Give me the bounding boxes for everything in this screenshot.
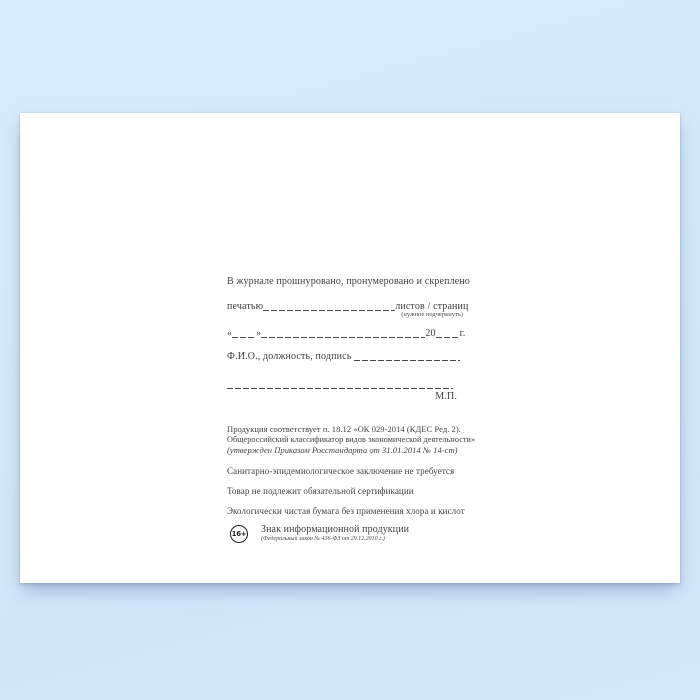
year-prefix-label: 20 xyxy=(425,328,436,339)
compliance-line-3: (утвержден Приказом Росстандарта от 31.01.2014 № 14-ст) xyxy=(227,445,458,456)
compliance-line-2: Общероссийский классификатор видов экономической деятельности» xyxy=(227,434,476,444)
separator-rule-line xyxy=(227,377,453,390)
date-day-fill-line xyxy=(232,328,256,338)
separator-fill-line xyxy=(227,379,453,389)
age-mark-text xyxy=(261,524,409,542)
underline-note: (нужное подчеркнуть) xyxy=(401,311,463,318)
age-mark-label: Знак информационной продукции xyxy=(261,524,410,535)
compliance-block xyxy=(227,424,475,456)
binding-statement: В журнале прошнуровано, пронумеровано и скреплено xyxy=(227,276,470,287)
date-year-fill-line xyxy=(436,328,460,338)
date-quote-open: « xyxy=(227,328,233,339)
age-mark-row xyxy=(227,524,409,543)
statement-certification: Товар не подлежит обязательной сертификации xyxy=(227,486,414,496)
age-16-plus-icon: 16+ xyxy=(230,525,248,543)
age-mark-law-note: (Федеральный закон № 436-ФЗ от 29.12.2010 г.) xyxy=(261,536,385,542)
paper-sheet xyxy=(20,113,680,583)
signature-line xyxy=(227,349,460,362)
date-line xyxy=(227,326,465,339)
statement-sanitary: Санитарно-эпидемиологическое заключение не требуется xyxy=(227,466,455,476)
date-quote-close: » xyxy=(256,328,262,339)
seal-fill-line xyxy=(263,301,395,311)
date-month-fill-line xyxy=(261,328,425,338)
statement-eco-paper: Экологически чистая бумага без применения хлора и кислот xyxy=(227,506,465,516)
seal-prefix-label: печатью xyxy=(227,301,264,312)
signature-fill-line xyxy=(354,351,460,361)
sheets-pages-label: листов / страниц xyxy=(395,301,469,312)
compliance-line-1: Продукция соответствует п. 18.12 «ОК 029-2014 (КДЕС Ред. 2). xyxy=(227,424,461,434)
year-suffix-label: г. xyxy=(459,328,466,339)
signature-label: Ф.И.О., должность, подпись xyxy=(227,351,352,362)
seal-place-abbr: М.П. xyxy=(435,391,457,402)
